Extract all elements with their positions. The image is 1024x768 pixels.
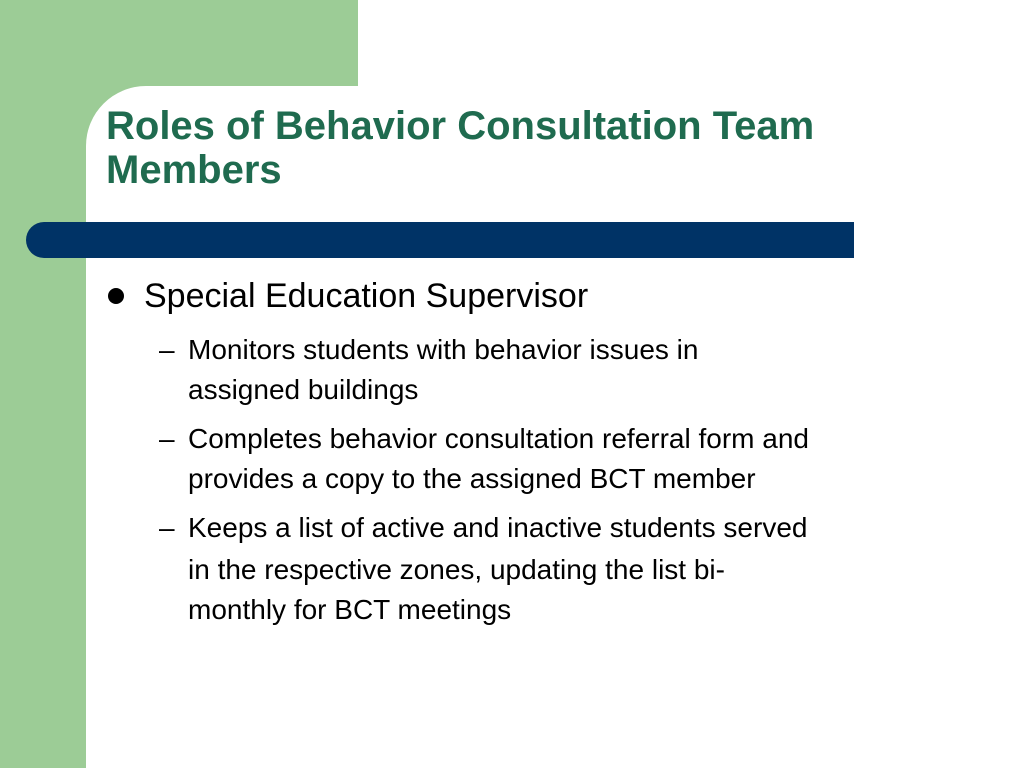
subitem-2-line-1: Completes behavior consultation referral form and: [188, 423, 809, 454]
slide-title: Roles of Behavior Consultation Team Members: [106, 104, 815, 192]
title-divider-bar: [26, 222, 854, 258]
subitem-3-line-1: Keeps a list of active and inactive students served: [188, 512, 808, 543]
bullet-dot-icon: [108, 288, 124, 304]
dash-marker-icon: –: [159, 512, 175, 543]
subitem-3-line-2: in the respective zones, updating the list bi-: [188, 554, 725, 585]
subitem-1-line-2: assigned buildings: [188, 374, 419, 405]
dash-marker-icon: –: [159, 423, 175, 454]
dash-marker-icon: –: [159, 334, 175, 365]
subitem-2-line-2: provides a copy to the assigned BCT member: [188, 463, 756, 494]
bullet-heading: Special Education Supervisor: [144, 277, 589, 315]
subitem-3-line-3: monthly for BCT meetings: [188, 594, 512, 625]
subitem-1-line-1: Monitors students with behavior issues in: [188, 334, 699, 365]
